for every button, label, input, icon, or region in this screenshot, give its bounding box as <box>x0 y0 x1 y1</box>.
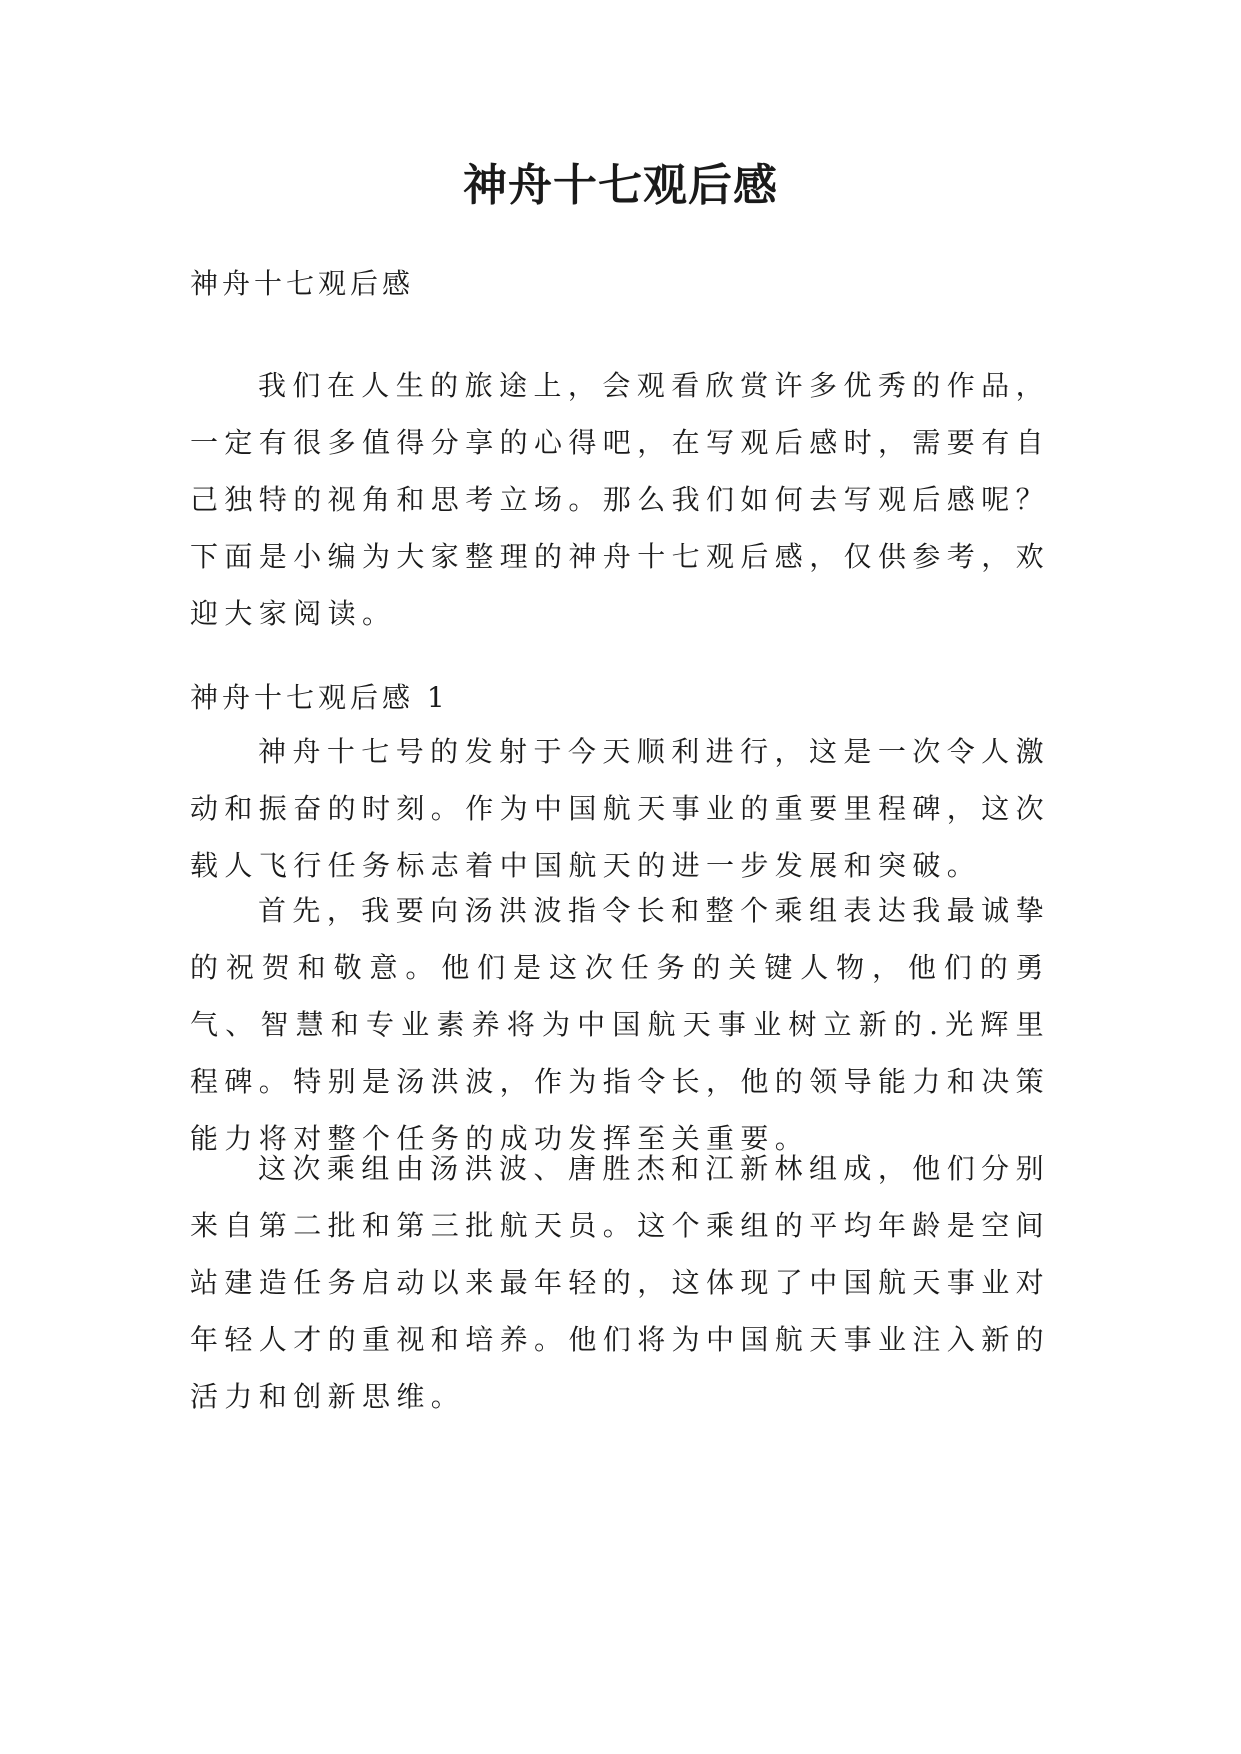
section-1-paragraph-3: 这次乘组由汤洪波、唐胜杰和江新林组成，他们分别来自第二批和第三批航天员。这个乘组的平均年龄是空间站建造任务启动以来最年轻的，这体现了中国航天事业对年轻人才的重视和培养。他们将为中国航天事业注入新的活力和创新思维。 <box>190 1152 1051 1413</box>
section-1-paragraph-2: 首先，我要向汤洪波指令长和整个乘组表达我最诚挚的祝贺和敬意。他们是这次任务的关键人物，他们的勇气、智慧和专业素养将为中国航天事业树立新的.光辉里程碑。特别是汤洪波，作为指令长，他的领导能力和决策能力将对整个任务的成功发挥至关重要。 <box>190 894 1051 1155</box>
document-subtitle: 神舟十七观后感 <box>190 267 415 300</box>
intro-paragraph: 我们在人生的旅途上，会观看欣赏许多优秀的作品，一定有很多值得分享的心得吧，在写观后感时，需要有自己独特的视角和思考立场。那么我们如何去写观后感呢？下面是小编为大家整理的神舟十七观后感，仅供参考，欢迎大家阅读。 <box>190 369 1051 630</box>
section-1-paragraph-1: 神舟十七号的发射于今天顺利进行，这是一次令人激动和振奋的时刻。作为中国航天事业的重要里程碑，这次载人飞行任务标志着中国航天的进一步发展和突破。 <box>190 735 1051 882</box>
document-title: 神舟十七观后感 <box>463 160 778 211</box>
section-1-heading: 神舟十七观后感 1 <box>190 681 449 714</box>
